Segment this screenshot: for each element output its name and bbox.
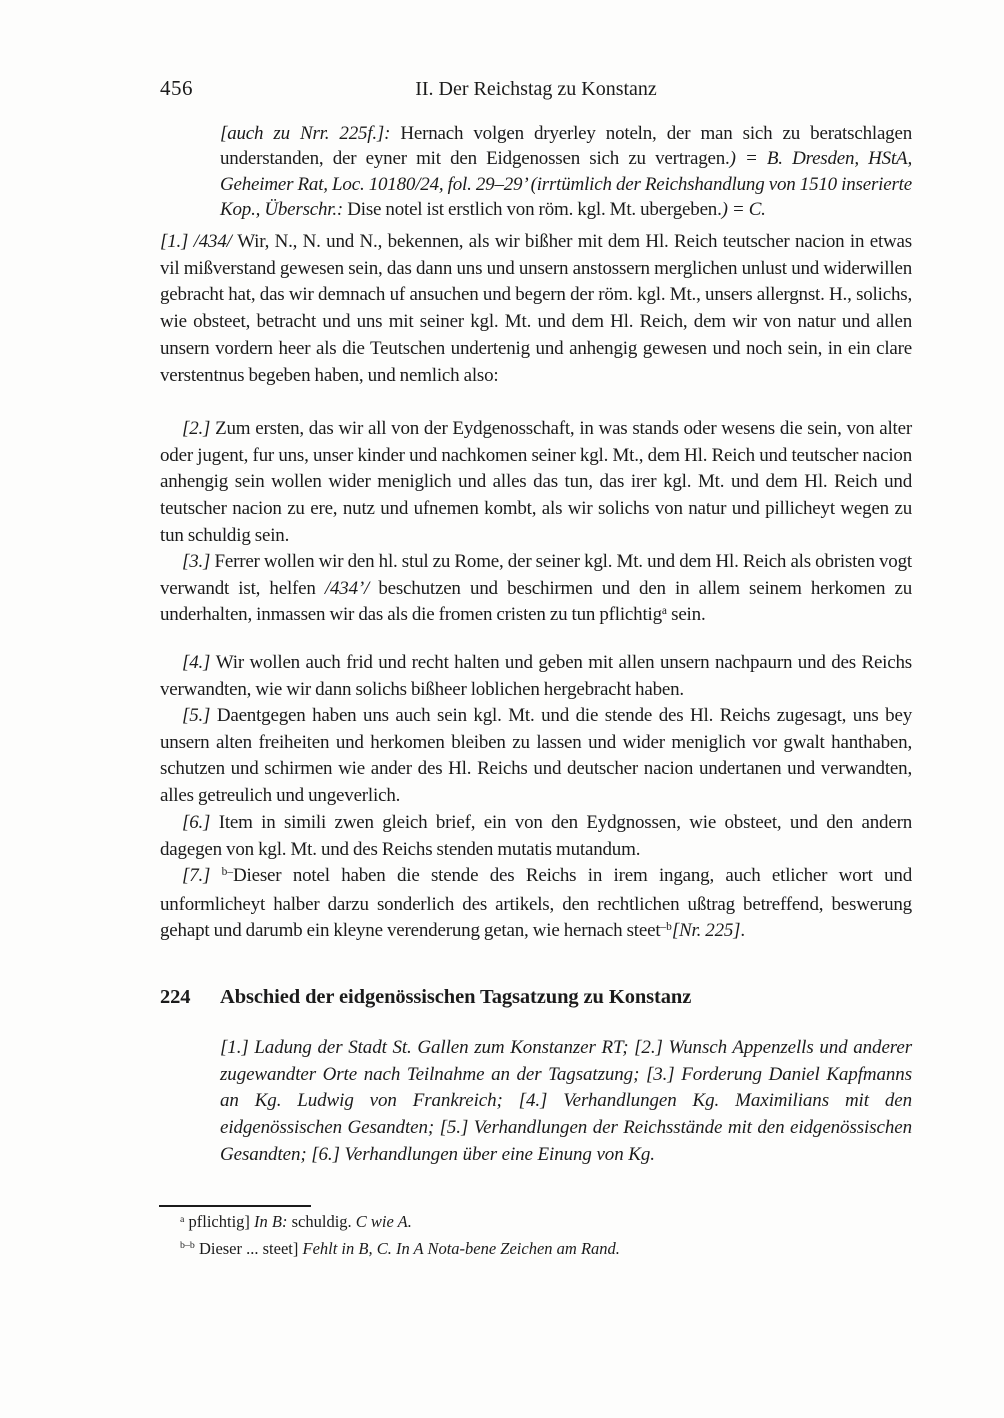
body-paragraph-6: [6.] Item in simili zwen gleich brief, ein von den Eydgnossen, wie obsteet, und den andern dagegen von kgl. Mt. und des Reichs stenden mutatis mutandum.	[160, 812, 913, 860]
page-number: 456	[160, 76, 193, 100]
section-number: 224	[160, 986, 191, 1008]
footnotes	[160, 1210, 912, 1263]
footnote-b: $^{b-b}$ Dieser ... steet] Fehlt in B, C. In A Nota-bene Zeichen am Rand.	[180, 1238, 620, 1258]
body-paragraph-2: [2.] Zum ersten, das wir all von der Eydgenosschaft, in was stands oder wesens die sein, von alter oder jugent, fur uns, unser kinder und nachkomen seiner kgl. Mt., dem Hl. Reich und teutscher nacion anhengig sein wollen wider meniglich und alles das tun, das irer kgl. Mt. und dem Hl. Reich und teutscher nacion zu ere, nutz und ufnemen kombt, als wir solichs von natur und pillicheyt wegen zu tun schuldig sein.	[160, 418, 912, 546]
body-paragraph-7: [7.] $^{b-}$Dieser notel haben die stende des Reichs in irem ingang, auch etlicher wort und unformlicheyt halber darzu sonderlich des artikels, den rechtlichen ußtrag betreffend, beswerung gehapt und darumb ein kleyne verenderung getan, wie hernach steet$^{-b}$[Nr. 225].	[160, 865, 912, 942]
section-summary: [1.] Ladung der Stadt St. Gallen zum Konstanzer RT; [2.] Wunsch Appenzells und anderer zugewandter Orte nach Teilnahme an der Tagsatzung; [3.] Forderung Daniel Kapfmanns an Kg. Ludwig von Frankreich; [4.] Verhandlungen Kg. Maximilians mit den eidgenössischen Gesandten; [5.] Verhandlungen der Reichsstände mit den eidgenössischen Gesandten; [6.] Verhandlungen über eine Einung von Kg.	[220, 1037, 912, 1165]
section-heading	[160, 986, 912, 1009]
source-note: [auch zu Nrr. 225f.]: Hernach volgen dryerley noteln, der man sich zu beratschlagen understanden, der eyner mit den Eidgenossen sich zu vertragen.) = B. Dresden, HStA, Geheimer Rat, Loc. 10180/24, fol. 29–29’ (irrtümlich der Reichshandlung von 1510 inserierte Kop., Überschr.: Dise notel ist erstlich von röm. kgl. Mt. ubergeben.) = C.	[220, 123, 913, 220]
body-paragraph-1: [1.] /434/ Wir, N., N. und N., bekennen, als wir bißher mit dem Hl. Reich teutscher nacion in etwas vil mißverstand gewesen sein, das dann uns und unsern anstossern merglichen unlust und widerwillen gebracht hat, das wir demnach uf ansuchen und begern der röm. kgl. Mt., unsers allergnst. H., solichs, wie obsteet, betracht und uns mit seiner kgl. Mt. und dem Hl. Reich, dem wir von natur und allen unsern vordern heer als die Teutschen undertenig und anhengig gewesen und noch sein, in ein clare verstentnus begeben haben, und nemlich also:	[160, 231, 912, 386]
running-header: II. Der Reichstag zu Konstanz	[415, 78, 657, 100]
section-title: Abschied der eidgenössischen Tagsatzung zu Konstanz	[220, 986, 692, 1008]
footnote-a: $^a$ pflichtig] In B: schuldig. C wie A.	[180, 1212, 412, 1231]
footnote-separator-rule	[159, 1205, 311, 1207]
body-paragraph-5: [5.] Daentgegen haben uns auch sein kgl. Mt. und die stende des Hl. Reichs zugesagt, uns bey unsern alten freiheiten und herkomen bleiben zu lassen und wider meniglich vor gwalt hanthaben, schutzen und schirmen wie ander des Hl. Reichs und deutscher nacion undertanen und verwandten, alles getreulich und ungeverlich.	[160, 705, 912, 807]
body-paragraph-4: [4.] Wir wollen auch frid und recht halten und geben mit allen unsern nachpaurn und des Reichs verwandten, wie wir dann solichs bißheer loblichen hergebracht haben.	[160, 652, 912, 700]
body-paragraph-3: [3.] Ferrer wollen wir den hl. stul zu Rome, der seiner kgl. Mt. und dem Hl. Reich als obristen vogt verwandt ist, helfen /434’/ beschutzen und beschirmen und den in allem seinem herkomen zu underhalten, inmassen wir das als die fromen cristen zu tun pflichtig$^a$ sein.	[160, 551, 912, 626]
